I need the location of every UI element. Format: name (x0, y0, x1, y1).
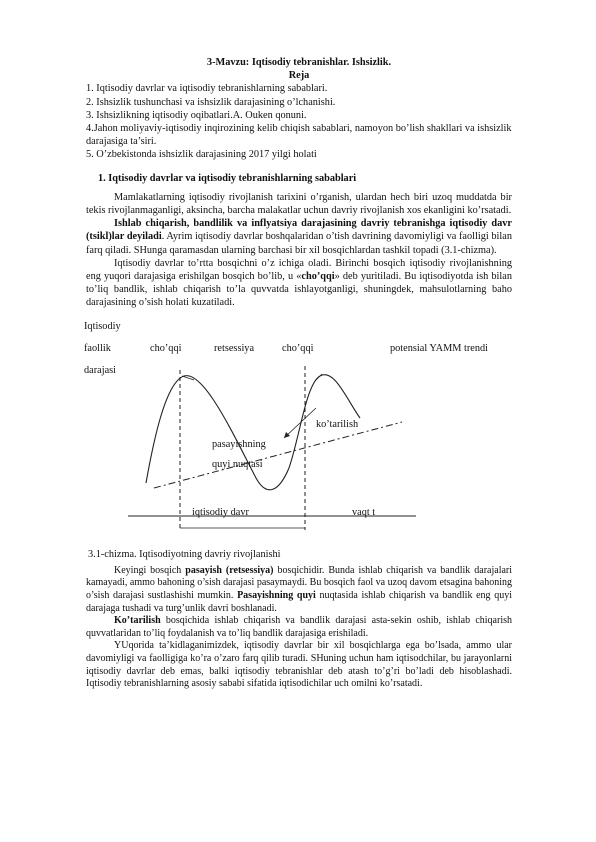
paragraph-4-a: Keyingi bosqich (114, 564, 186, 576)
definition-bold: Ishlab chiqarish, bandlilik va inflyatsiya darajasining davriy tebranishga iqtisodiy davr (tsikl)lar deyiladi (86, 218, 512, 243)
recovery-pointer (284, 408, 316, 438)
figure-caption: 3.1-chizma. Iqtisodiyotning davriy rivojlanishi (88, 548, 281, 560)
trough-term: Pasayishning quyi (237, 590, 316, 602)
plan-heading: Reja (288, 70, 310, 82)
plan-item: 3. Ishsizlikning iqtisodiy oqibatlari.A. Ouken qonuni. (86, 109, 307, 121)
paragraph-3 (86, 257, 512, 310)
paragraph-5 (86, 615, 512, 640)
page-title: 3-Mavzu: Iqtisodiy tebranishlar. Ishsizlik. (206, 57, 392, 68)
y-axis-label-1: Iqtisodiy (84, 320, 121, 332)
business-cycle-figure (84, 318, 512, 546)
trough-label-2: quyi nuqtasi (212, 458, 263, 470)
paragraph-2-rest: . Ayrim iqtisodiy davrlar boshqalaridan o’tish davrining davomiyligi va faolligi bilan farq qiladi. SHunga qaramasdan ularning barchasi bir xil bosqichlardan tashkil topadi (3.1-chizma). (86, 231, 512, 256)
body-continued (86, 565, 512, 691)
paragraph-5-rest: bosqichida ishlab chiqarish va bandlik darajasi asta-sekin oshib, ishlab chiqarish quvvatlaridan to’liq foydalanish va to’liq bandlik darajasiga erishiladi. (86, 615, 512, 639)
plan-item: 1. Iqtisodiy davrlar va iqtisodiy tebranishlarning sabablari. (86, 83, 328, 95)
document-page (86, 56, 512, 691)
cycle-label: iqtisodiy davr (192, 506, 249, 518)
paragraph-2 (86, 217, 512, 257)
trough-label-1: pasayishning (212, 438, 266, 450)
peak-label-1: cho’qqi (150, 342, 182, 354)
section-heading: 1. Iqtisodiy davrlar va iqtisodiy tebranishlarning sabablari (98, 172, 357, 184)
potential-gdp-trend-line (154, 422, 402, 488)
y-axis-label-2: faollik (84, 342, 111, 354)
paragraph-4 (86, 565, 512, 615)
recovery-term: Ko’tarilish (114, 615, 161, 627)
plan-item: 4.Jahon moliyaviy-iqtisodiy inqirozining kelib chiqish sabablari, namoyon bo’lish shakllari va ishsizlik darajasiga ta’siri. (86, 123, 512, 148)
plan-item: 5. O’zbekistonda ishsizlik darajasining 2017 yilgi holati (86, 149, 317, 161)
paragraph-4-c: nuqtasida ishlab chiqarish va bandlik eng quyi darajaga tushadi va turg’unlik davri boshlanadi. (86, 590, 512, 614)
paragraph-3-b: » deb yuritiladi. Bu iqtisodiyotda ish bilan to’liq bandlik, ishlab chiqarish to’la quvvatda ishlayotganligi, shuningdek, mahsulotlarning baho darajasining o’sish holati kuzatiladi. (86, 271, 513, 309)
peak-2-pointer (316, 374, 322, 380)
paragraph-4-b: bosqichidir. Bunda ishlab chiqarish va bandlik darajalari kamayadi, ammo bahoning o’sish darajasi pasaymaydi. Bu bosqich faol va uzoq davom etsagina bahoning o’sish darajasi sustlashishi mumkin. (86, 564, 513, 602)
plan-list (86, 82, 512, 161)
plan-item: 2. Ishsizlik tushunchasi va ishsizlik darajasining o’lchanishi. (86, 96, 336, 108)
paragraph-6: YUqorida ta’kidlaganimizdek, iqtisodiy davrlar bir xil bosqichlarga ega bo’lsada, ammo ular davomiyligi va faolligiga ko’ra o’zaro farq qilib turadi. SHuning uchun ham iqtisodchilar, bu jarayonlarni iqtisodiy davrlar deb emas, balki iqtisodiy tebranishlar deb atash to’g’ri bo’ladi deb hisoblashadi. Iqtisodiy tebranishlarning asosiy sababi sifatida iqtisodichilar uch omilni ko’rsatadi. (86, 640, 512, 690)
time-axis-label: vaqt t (352, 506, 376, 518)
peak-term: cho’qqi (301, 271, 335, 283)
y-axis-label-3: darajasi (84, 364, 117, 376)
peak-label-2: cho’qqi (282, 342, 314, 354)
recession-term: pasayish (retsessiya) (185, 564, 274, 576)
paragraph-3-a: Iqtisodiy davrlar to’rtta bosqichni o’z ichiga oladi. Birinchi bosqich iqtisodiy rivojlanishning eng yuqori darajasiga erishilgan bosqich bo’lib, u « (86, 257, 512, 283)
trend-label: potensial YAMM trendi (390, 342, 489, 354)
recession-label: retsessiya (214, 342, 255, 354)
business-cycle-curve (146, 374, 360, 489)
paragraph-1: Mamlakatlarning iqtisodiy rivojlanish tarixini o’rganish, ulardan hech biri uzoq muddatda bir tekis rivojlanmaganligi, aksincha, barcha malakatlar uchun davriy rivojlanish xos ekanligini ko’rsatadi. (86, 191, 512, 217)
recovery-label: ko’tarilish (316, 418, 359, 430)
